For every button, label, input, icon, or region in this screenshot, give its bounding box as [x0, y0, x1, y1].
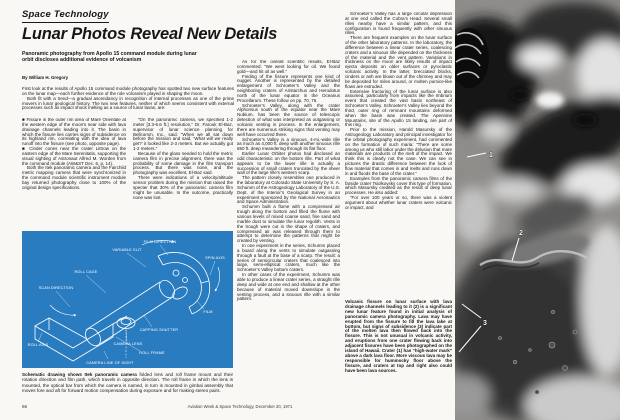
body-paragraph: Schumm built a flume with a compressed air trough along the bottom and filled the flume with various levels of mixed coarse sand, fine sand and marble dust to simulate the lunar regolith. Vents in the trough were cut in the shape of craters, and compressed air was released through them to attempt to determine the patterns that might be created by venting. [237, 204, 340, 244]
body-paragraph: Schroeter’s Valley is a sinuous, 4-mi.-wide rille as much as 4,000 ft. deep with another sinuous rille 650 ft. deep meandering through its flat floor. [237, 136, 340, 152]
body-paragraph: There are frequent examples on the lunar surface of the other laboratory patterns. In the laboratory, the difference between a linear crater series, coalescing craters and a sinuous rille depended on the thickness of the material and the vent pattern. Variations in thickness on the moon are likely results of impact ejecta deposits on older surfaces or pyroclastic volcanic activity. In the latter, brecciated blocks, cinders or ash are blown out of the chimney and may be deposited for miles around, or molten pumice-like flows are extruded. [345, 35, 452, 89]
body-paragraph: Extensive fracturing of the lunar surface is also assumed, particularly from impacts like the Imbrium event that created the vast basin northeast of Schroeter’s Valley. Schroeter’s Valley lies beyond the third, outer ring of remnant mountains deformed when the basin was created. The Apennine Mountains, site of the Apollo 15 landing, are part of this ring. [345, 88, 452, 128]
diagram-caption [22, 372, 233, 393]
text-column-4 [345, 12, 452, 297]
body-paragraph: As for the overall scientific results, El-Baz commented: “We went looking for oil. We found gold—and hit oil as well.” [237, 60, 340, 74]
diagram-label: FILM [203, 310, 213, 314]
body-paragraph: Both the Itek panoramic camera and the Fairchild metric mapping camera that were synchronized in the command module scientific instrument module bay returned photography close to 100% of the original design specifications. [22, 165, 126, 190]
diagram-label: ROLL CAGE [74, 270, 98, 274]
body-paragraph: In one experiment in the series, Schumm placed a board along the vents to simulate outgassing through a fault at the base of a scarp. The result: a series of semicircular craters that coalesced into large, semi-elliptical craters, much like the Schroeter’s Valley bottom craters. [237, 243, 340, 273]
body-paragraph: ■ Cinder cones near the crater Littrow on the eastern edge of the Mare Serenitatis, supporting the visual sighting of Astronaut Alfred M. Worden from the command module (AW&ST Dec. 6, p. 14). [22, 146, 126, 166]
lunar-photo [455, 0, 620, 420]
camera-schematic [22, 231, 233, 368]
diagram-label: SCAN DIRECTION [38, 286, 74, 290]
photo-annotation-2: 2 [519, 230, 523, 237]
body-paragraph: Because of the glass needed to hold the metric camera film in precise alignment, there was the probability of some damage in the film transport process. But there was none, and the photography was excellent, El-Baz said. [133, 150, 233, 176]
diagram-caption-lead: Schematic drawing shows Itek panoramic camera [22, 372, 137, 377]
lunar-surface-image [455, 0, 620, 420]
diagram-label: SPIN AXIS [205, 256, 225, 260]
diagram-label: ROLL FRAME [139, 351, 165, 355]
section-header: Space Technology [22, 9, 109, 23]
body-paragraph: Schroeter’s Valley has a large circular depression at one end called the Cobra’s Head. Several small rilles nearby have a similar pattern, and this configuration is found frequently with other sinuous rilles. [345, 12, 452, 36]
body-paragraph: ■ Fissure in the outer rim area of Mare Orientale at the western edge of the moon’s near side with lava drainage channels leading into it. The basin in which the fissure lies carries signs of subsidence on its highland rim, correlating with the idea of lava runoff into the fissure (see photo, opposite page). [22, 118, 126, 147]
body-paragraph: “For over 100 years or so, there was a violent argument about whether lunar craters were volcanic or impact, and [345, 195, 452, 210]
article-subtitle: Panoramic photography from Apollo 15 command module during lunar orbit discloses additional evidence of volcanism [22, 51, 197, 63]
diagram-label: CAMERA LINE OF SIGHT [86, 361, 134, 365]
body-paragraph: Finding of the fissure represents one kind of nugget. Another is represented by the detailed enlargement of Schroeter’s Valley and the neighboring craters of Aristarchus and Herodotus north of the lunar equator in the Oceanus Procellarum. These follow on pp. 70, 76. [237, 73, 340, 103]
diagram-label: ROLL AXIS [27, 343, 49, 347]
page-title: Lunar Photos Reveal New Details [22, 25, 278, 43]
footer-publication-line: Aviation Week & Space Technology, December 20, 1971 [187, 404, 293, 409]
body-paragraph: In other cases of the experiment, Schumm was able to produce a linear crater series, a straight rille deep and wide at one end and shallow at the other because of material moved downslope in the venting process, and a sinuous rille with a similar pattern. [237, 272, 340, 302]
camera-schematic-figure [22, 231, 233, 368]
text-column-2 [133, 118, 233, 229]
text-column-1 [22, 118, 126, 229]
photo-caption: Volcanic fissure on lunar surface with lava drainage channels leading to it (2) is a significant new lunar feature found in initial analysis of panoramic camera photography. Lava may have erupted from the fissure to fill the lava lake at bottom, but signs of subsidence (3) indicate part of the molten lava then flowed back into the fissure. This is not unusual in volcanic activity, and eruptions from one crater flowing back into adjacent fissures have been photographed on the island of Hawaii. Crater (1) has “high-water mark” above a dark lava floor. More viscous lava may be responsible for hummocky floor above the fissure, and craters at top and right also could have been lava sources. [345, 299, 452, 373]
body-paragraph: The pattern closely resembles one produced in the laboratory at Colorado State University by S. A. Schumm of the Astrogeology Laboratory of the U.S. Dept. of the Interior’s Geological Survey in an experiment sponsored by the National Aeronautics and Space Administration. [237, 175, 340, 205]
byline: By William H. Gregory [22, 75, 69, 80]
body-paragraph: Prior to the mission, Harold Masursky of the Astrogeology Laboratory and principal investigator for the orbital photography experiment, had commented on the formation of such maria: “There are some among us who still labor under the delusion that mare materials are products of the melt of the impact. We think this is clearly not the case. We can see in pictures the drastic difference between the look of flow material that comes in and melts and runs down in and floods the base of the crater.” [345, 127, 452, 176]
photo-annotation-1: 1 [489, 152, 493, 159]
body-paragraph: First look at the results of Apollo 15 command module photography has spotted two new surface features on the lunar map—each further evidence of the role volcanism played in shaping the moon. [22, 86, 234, 96]
body-paragraph: Earlier Lunar Orbiter photos had disclosed an odd characteristic on the bottom rille. Part of what appears to be the lower rille is actually a succession of small craters truncated by the sheer wall of the large rille’s western scarp. [237, 151, 340, 176]
body-paragraph: Both fit with a trend—a gradual ascendancy in recognition of internal processes as one of the prime movers in lunar geological history. The two new features, neither of which seems consistent with external processes such as impact shock melting as a source of lunar lavas, are: [22, 95, 234, 111]
photo-annotation-3: 3 [483, 320, 487, 327]
diagram-label: FILM DIRECTION [143, 240, 177, 244]
intro-paragraphs [22, 87, 234, 111]
diagram-label: CAPPING SHUTTER [139, 328, 179, 332]
body-paragraph: Schroeter’s Valley, along with the crater Alphonsus south of the equator near the Mare Nubium, has been the source of telescopic detection of what was interpreted as outgassing or volcanic venting in process. In the enlargement, there are numerous striking signs that venting may well have occurred there. [237, 102, 340, 137]
page-number: 66 [22, 404, 28, 409]
body-paragraph: “On the panoramic camera, we specified 1-2 meter [3.3-6.6 ft.] resolution,” Dr. Farouk El-Baz, supervisor of lunar science planning for Bellcomm, Inc., said. “When we all sat down before the mission and said, ‘What will we really get?’ it looked like 2-3 meters. But we actually got 1-2 meters.” [133, 118, 233, 152]
body-paragraph: There were indications of a velocity/altitude sensor problem during the mission that raised the specter that 30% of the panoramic camera film might be unusable. In the outcome, practically none was lost. [133, 175, 233, 200]
diagram-caption-rest: folded lens and roll frame mount and their rotation direction and film path, which travels in opposite direction. The roll frame in which the lens is mounted, the optical bar from which the camera is named, in turn is mounted in gimbal assembly that moves fore and aft for forward motion compensation during exposure and for making stereo pairs. [22, 372, 233, 393]
text-column-3 [237, 60, 340, 400]
diagram-label: CAMERA LENS [113, 342, 143, 346]
body-paragraph: Examples from the panoramic camera films of the farside crater Tsiolkovsky cover this type of formation, which Masursky credited as the result of deep lunar processes. He also added: [345, 175, 452, 196]
diagram-label: VARIABLE SLIT [112, 248, 142, 252]
